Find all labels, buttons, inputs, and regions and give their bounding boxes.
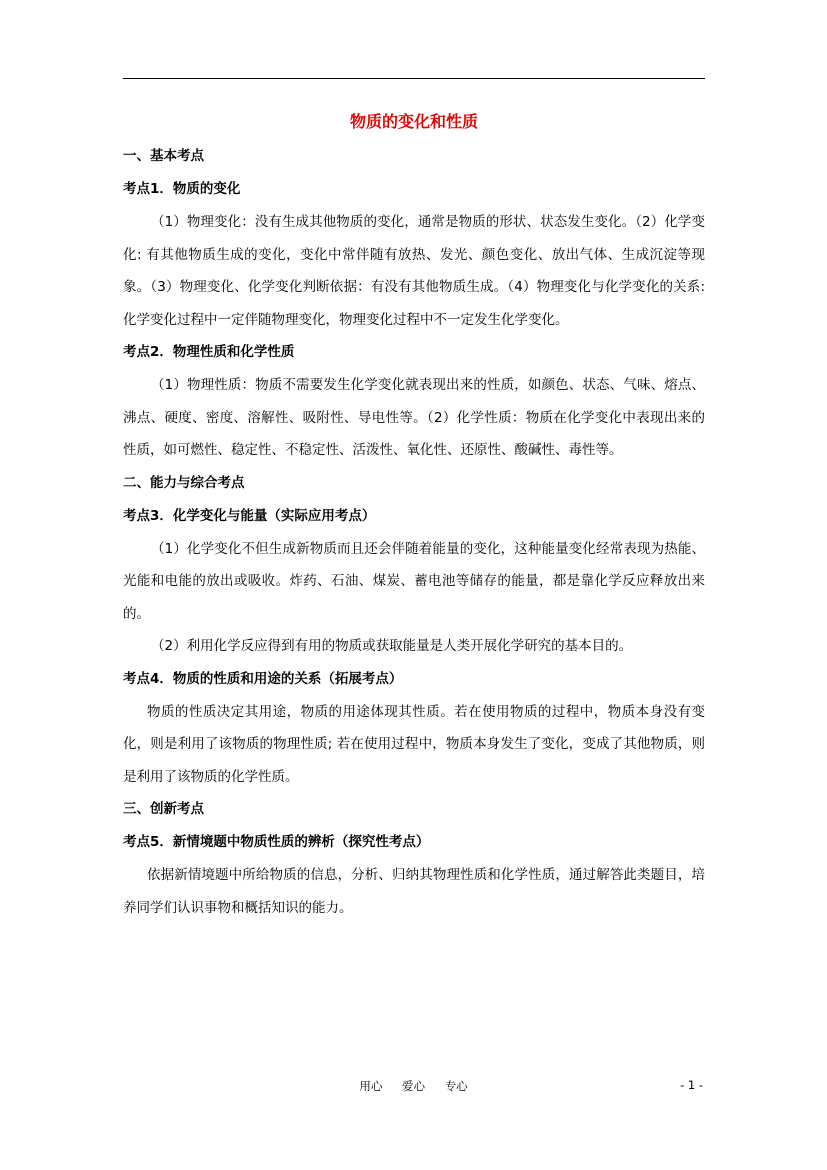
- paragraph-uses: 物质的性质决定其用途，物质的用途体现其性质。若在使用物质的过程中，物质本身没有变化，则是利用了该物质的物理性质; 若在使用过程中，物质本身发生了变化，变成了其他物质，则是利用了该物质的化学性质。: [123, 703, 705, 785]
- section-heading-basic: 一、基本考点: [123, 148, 204, 164]
- document-title: 物质的变化和性质: [349, 112, 478, 131]
- point-heading-4: 考点4．物质的性质和用途的关系（拓展考点）: [123, 670, 403, 687]
- page-number: - 1 -: [680, 1078, 703, 1092]
- page-footer: [0, 1078, 827, 1098]
- footer-motto-3: 专心: [444, 1079, 468, 1093]
- point-heading-1: 考点1．物质的变化: [123, 181, 241, 197]
- section-heading-ability: 二、能力与综合考点: [123, 474, 245, 491]
- point-heading-2: 考点2．物理性质和化学性质: [123, 344, 295, 360]
- paragraph-properties: （1）物理性质：物质不需要发生化学变化就表现出来的性质，如颜色、状态、气味、熔点、沸点、硬度、密度、溶解性、吸附性、导电性等。（2）化学性质：物质在化学变化中表现出来的性质，如可燃性、稳定性、不稳定性、活泼性、氧化性、还原性、酸碱性、毒性等。: [123, 377, 705, 458]
- footer-motto-2: 爱心: [402, 1079, 425, 1093]
- paragraph-energy-2: （2）利用化学反应得到有用的物质或获取能量是人类开展化学研究的基本目的。: [151, 638, 633, 654]
- paragraph-changes: （1）物理变化：没有生成其他物质的变化，通常是物质的形状、状态发生变化。（2）化学变化: 有其他物质生成的变化，变化中常伴随有放热、发光、颜色变化、放出气体、生成沉淀等现象。（3）物理变化、化学变化判断依据：有没有其他物质生成。（4）物理变化与化学变化的关系: 化学变化过程中一定伴随物理变化，物理变化过程中不一定发生化学变化。: [123, 214, 705, 328]
- footer-motto-1: 用心: [359, 1079, 383, 1093]
- document-body: [123, 104, 705, 924]
- paragraph-energy-1: （1）化学变化不但生成新物质而且还会伴随着能量的变化，这种能量变化经常表现为热能、光能和电能的放出或吸收。炸药、石油、煤炭、蓄电池等储存的能量，都是靠化学反应释放出来的。: [123, 540, 705, 622]
- point-heading-5: 考点5．新情境题中物质性质的辨析（探究性考点）: [123, 834, 430, 850]
- point-heading-3: 考点3．化学变化与能量（实际应用考点）: [123, 507, 376, 524]
- section-heading-innovation: 三、创新考点: [123, 801, 204, 817]
- header-rule: [123, 78, 705, 79]
- paragraph-new-context: 依据新情境题中所给物质的信息，分析、归纳其物理性质和化学性质，通过解答此类题目，培养同学们认识事物和概括知识的能力。: [123, 867, 705, 916]
